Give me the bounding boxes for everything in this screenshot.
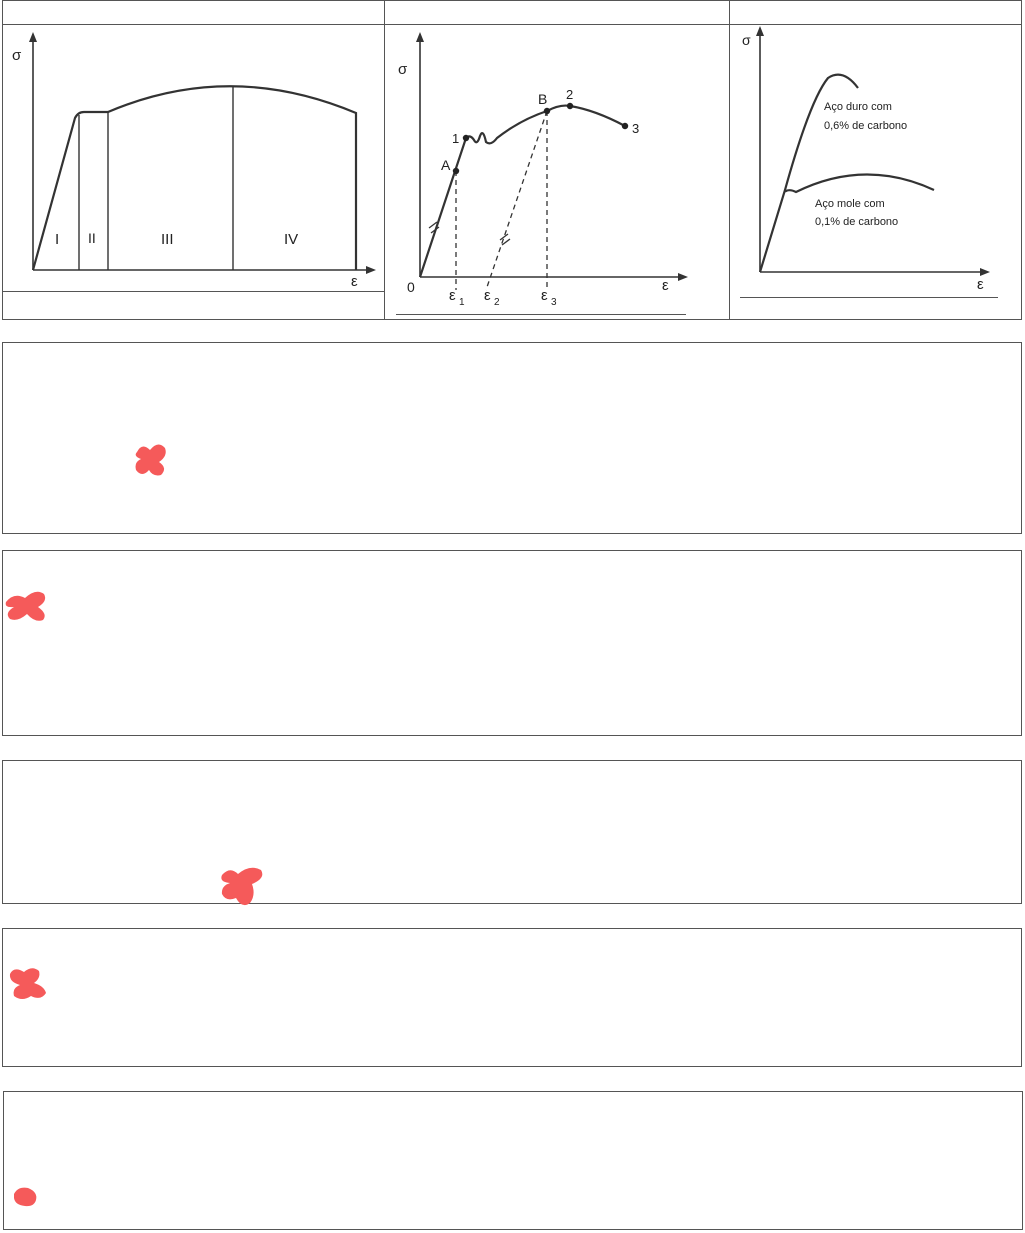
mild-steel-label-line1: Aço mole com <box>815 198 885 210</box>
strain-e2-base: ε <box>484 287 491 304</box>
hard-steel-label-line2: 0,6% de carbono <box>824 120 908 132</box>
strain-e2-sub: 2 <box>494 297 500 308</box>
strain-e1-base: ε <box>449 287 456 304</box>
region-label-ii: II <box>88 230 96 246</box>
redaction-mark-1 <box>136 444 166 475</box>
middle-y-label: σ <box>398 61 408 78</box>
right-x-label: ε <box>977 276 984 293</box>
point-3-label: 3 <box>632 121 640 136</box>
point-2-label: 2 <box>566 87 574 102</box>
region-label-iv: IV <box>284 231 299 248</box>
redaction-mark-2 <box>6 592 45 621</box>
hard-steel-label-line1: Aço duro com <box>824 101 892 113</box>
region-label-i: I <box>55 231 60 248</box>
point-a-label: A <box>441 157 451 173</box>
point-b-label: B <box>538 91 548 107</box>
point-1-label: 1 <box>452 131 460 146</box>
strain-e1-sub: 1 <box>459 297 465 308</box>
redaction-mark-4 <box>10 968 46 999</box>
left-y-label: σ <box>12 47 22 64</box>
strain-e3-base: ε <box>541 287 548 304</box>
left-x-label: ε <box>351 273 358 290</box>
origin-label: 0 <box>407 279 415 295</box>
redaction-mark-3 <box>221 868 262 905</box>
region-label-iii: III <box>161 231 174 248</box>
middle-x-label: ε <box>662 277 669 294</box>
right-y-label: σ <box>742 32 751 48</box>
mild-steel-label-line2: 0,1% de carbono <box>815 216 899 228</box>
redaction-mark-5 <box>14 1188 36 1207</box>
strain-e3-sub: 3 <box>551 297 557 308</box>
